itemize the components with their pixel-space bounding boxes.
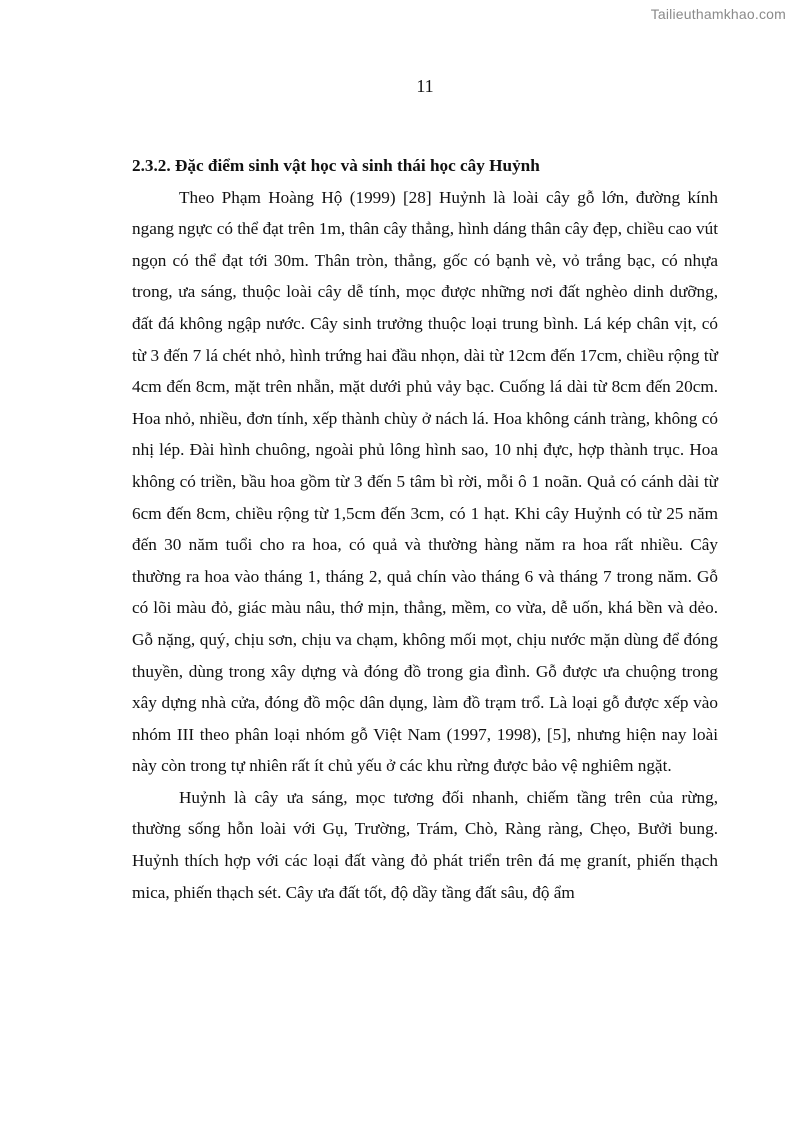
paragraph: Theo Phạm Hoàng Hộ (1999) [28] Huỷnh là loài cây gỗ lớn, đường kính ngang ngực có thể đạt trên 1m, thân cây thẳng, hình dáng thân cây đẹp, chiều cao vút ngọn có thể đạt tới 30m. Thân tròn, thẳng, gốc có bạnh vè, vỏ trắng bạc, có nhựa trong, ưa sáng, thuộc loài cây dễ tính, mọc được những nơi đất nghèo dinh dưỡng, đất đá không ngập nước. Cây sinh trưởng thuộc loại trung bình. Lá kép chân vịt, có từ 3 đến 7 lá chét nhỏ, hình trứng hai đầu nhọn, dài từ 12cm đến 17cm, chiều rộng từ 4cm đến 8cm, mặt trên nhẵn, mặt dưới phủ vảy bạc. Cuống lá dài từ 8cm đến 20cm. Hoa nhỏ, nhiều, đơn tính, xếp thành chùy ở nách lá. Hoa không cánh tràng, không có nhị lép. Đài hình chuông, ngoài phủ lông hình sao, 10 nhị đực, hợp thành trục. Hoa không có triền, bầu hoa gồm từ 3 đến 5 tâm bì rời, mỗi ô 1 noãn. Quả có cánh dài từ 6cm đến 8cm, chiều rộng từ 1,5cm đến 3cm, có 1 hạt. Khi cây Huỷnh có từ 25 năm đến 30 năm tuổi cho ra hoa, có quả và thường hàng năm ra hoa rất nhiều. Cây thường ra hoa vào tháng 1, tháng 2, quả chín vào tháng 6 và tháng 7 trong năm. Gỗ có lõi màu đỏ, giác màu nâu, thớ mịn, thẳng, mềm, co vừa, dễ uốn, khá bền và dẻo. Gỗ nặng, quý, chịu sơn, chịu va chạm, không mối mọt, chịu nước mặn dùng để đóng thuyền, dùng trong xây dựng và đóng đồ trong gia đình. Gỗ được ưa chuộng trong xây dựng nhà cửa, đóng đồ mộc dân dụng, làm đồ trạm trổ. Là loại gỗ được xếp vào nhóm III theo phân loại nhóm gỗ Việt Nam (1997, 1998), [5], nhưng hiện nay loài này còn trong tự nhiên rất ít chủ yếu ở các khu rừng được bảo vệ nghiêm ngặt. <box>132 187 718 776</box>
watermark: Tailieuthamkhao.com <box>650 6 786 22</box>
paragraph: Huỷnh là cây ưa sáng, mọc tương đối nhanh, chiếm tầng trên của rừng, thường sống hỗn loài với Gụ, Trường, Trám, Chò, Ràng ràng, Chẹo, Bưởi bung. Huỷnh thích hợp với các loại đất vàng đỏ phát triển trên đá mẹ granít, phiến thạch mica, phiến thạch sét. Cây ưa đất tốt, độ dầy tầng đất sâu, độ ẩm <box>132 787 718 902</box>
document-body <box>132 150 718 908</box>
section-heading: 2.3.2. Đặc điểm sinh vật học và sinh thái học cây Huỷnh <box>132 156 540 175</box>
page-number: 11 <box>416 76 434 96</box>
